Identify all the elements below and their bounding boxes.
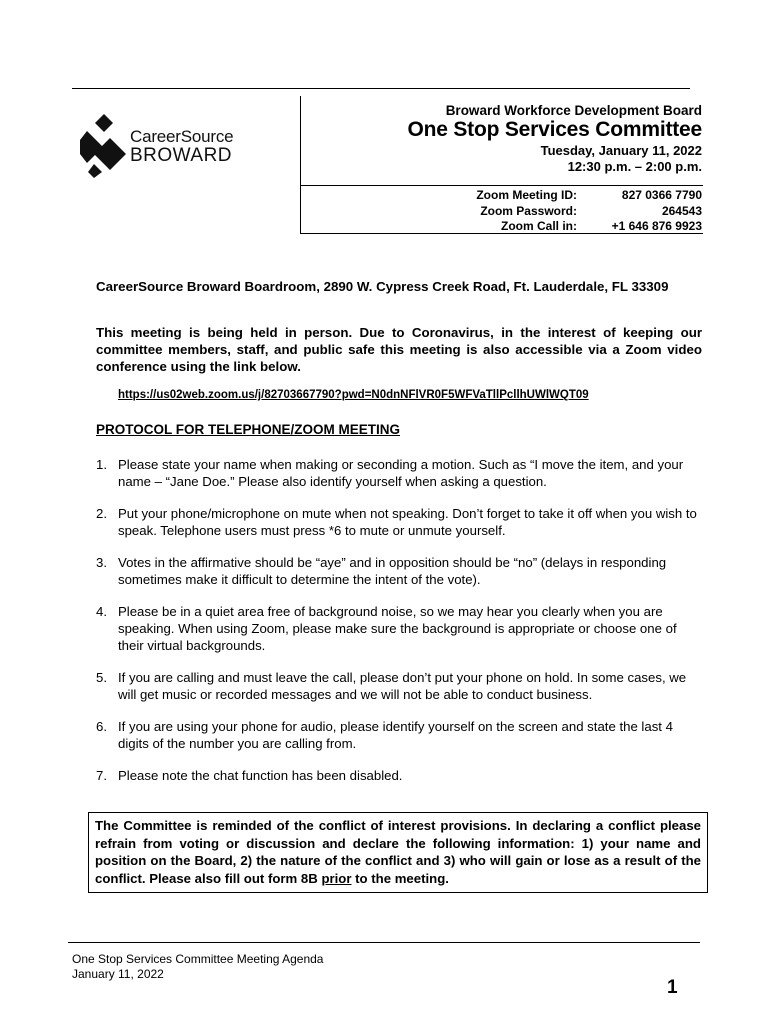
protocol-item-text: Please be in a quiet area free of background noise, so we may hear you clearly when you are speaking. When using Zoom, please make sure the background is appropriate or choose one of their virtual backgrounds.: [118, 604, 677, 653]
protocol-item-number: 3.: [96, 555, 107, 570]
zoom-call-in: +1 646 876 9923: [611, 219, 702, 233]
committee-title: One Stop Services Committee: [407, 118, 702, 141]
meeting-date: Tuesday, January 11, 2022: [540, 143, 702, 158]
header-top-rule: [72, 88, 690, 89]
protocol-list: [96, 456, 702, 784]
zoom-password: 264543: [661, 203, 702, 218]
logo-mark-icon: [80, 114, 128, 178]
notice-text: The Committee is reminded of the conflict of interest provisions. In declaring a conflict please refrain from voting or discussion and declare the following information: 1) your name and position on the Board, 2) the nature of the conflict and 3) who will gain or lose as a result of the conflict. Please also fill out form 8B: [95, 818, 701, 886]
protocol-item-number: 6.: [96, 719, 107, 734]
meeting-time: 12:30 p.m. – 2:00 p.m.: [567, 159, 702, 174]
conflict-of-interest-notice: [88, 812, 708, 893]
page-number: 1: [667, 977, 678, 998]
protocol-item: [96, 718, 702, 752]
zoom-meeting-id-label: Zoom Meeting ID:: [476, 188, 577, 202]
protocol-item-number: 4.: [96, 604, 107, 619]
protocol-item-number: 1.: [96, 457, 107, 472]
zoom-meeting-id: 827 0366 7790: [621, 188, 702, 202]
protocol-item: [96, 767, 702, 784]
zoom-call-in-label: Zoom Call in:: [501, 219, 577, 233]
zoom-values: [612, 188, 702, 235]
organization-name: Broward Workforce Development Board: [445, 103, 702, 118]
protocol-item-text: If you are calling and must leave the call, please don’t put your phone on hold. In some cases, we will get music or recorded messages and we will not be able to conduct business.: [118, 670, 687, 702]
meeting-location: CareerSource Broward Boardroom, 2890 W. Cypress Creek Road, Ft. Lauderdale, FL 33309: [96, 279, 669, 294]
protocol-item: [96, 669, 702, 703]
notice-text-end: to the meeting.: [351, 870, 449, 886]
zoom-labels: [476, 188, 577, 235]
header-vertical-rule: [300, 96, 301, 234]
protocol-item: [96, 603, 702, 654]
zoom-link[interactable]: https://us02web.zoom.us/j/82703667790?pwd=N0dnNFlVR0F5WFVaTllPcllhUWlWQT09: [118, 389, 589, 401]
protocol-item: [96, 456, 702, 490]
intro-paragraph: This meeting is being held in person. Due to Coronavirus, in the interest of keeping our committee members, staff, and public safe this meeting is also accessible via a Zoom video conference using the link below.: [96, 325, 702, 374]
footer-title: One Stop Services Committee Meeting Agenda: [72, 952, 324, 966]
logo-text-broward: BROWARD: [130, 145, 233, 166]
protocol-item: [96, 554, 702, 588]
careersource-broward-logo: [80, 114, 250, 178]
protocol-item-text: Please note the chat function has been disabled.: [118, 768, 403, 783]
header-middle-rule: [300, 185, 703, 186]
footer-date: January 11, 2022: [72, 967, 164, 981]
protocol-item: [96, 505, 702, 539]
footer-rule: [68, 942, 700, 943]
protocol-item-number: 7.: [96, 768, 107, 783]
protocol-heading: PROTOCOL FOR TELEPHONE/ZOOM MEETING: [96, 422, 401, 437]
protocol-item-text: If you are using your phone for audio, please identify yourself on the screen and state the last 4 digits of the number you are calling from.: [118, 719, 673, 751]
zoom-password-label: Zoom Password:: [480, 203, 577, 218]
protocol-item-number: 2.: [96, 506, 107, 521]
logo-text-careersource: CareerSource: [130, 127, 234, 146]
notice-emphasis: prior: [321, 870, 352, 886]
protocol-item-text: Please state your name when making or seconding a motion. Such as “I move the item, and your name – “Jane Doe.” Please also identify yourself when asking a question.: [118, 457, 684, 489]
protocol-item-text: Put your phone/microphone on mute when not speaking. Don’t forget to take it off when you wish to speak. Telephone users must press *6 to mute or unmute yourself.: [118, 506, 697, 538]
protocol-item-number: 5.: [96, 670, 107, 685]
protocol-item-text: Votes in the affirmative should be “aye” and in opposition should be “no” (delays in responding sometimes make it difficult to determine the intent of the vote).: [118, 555, 667, 587]
